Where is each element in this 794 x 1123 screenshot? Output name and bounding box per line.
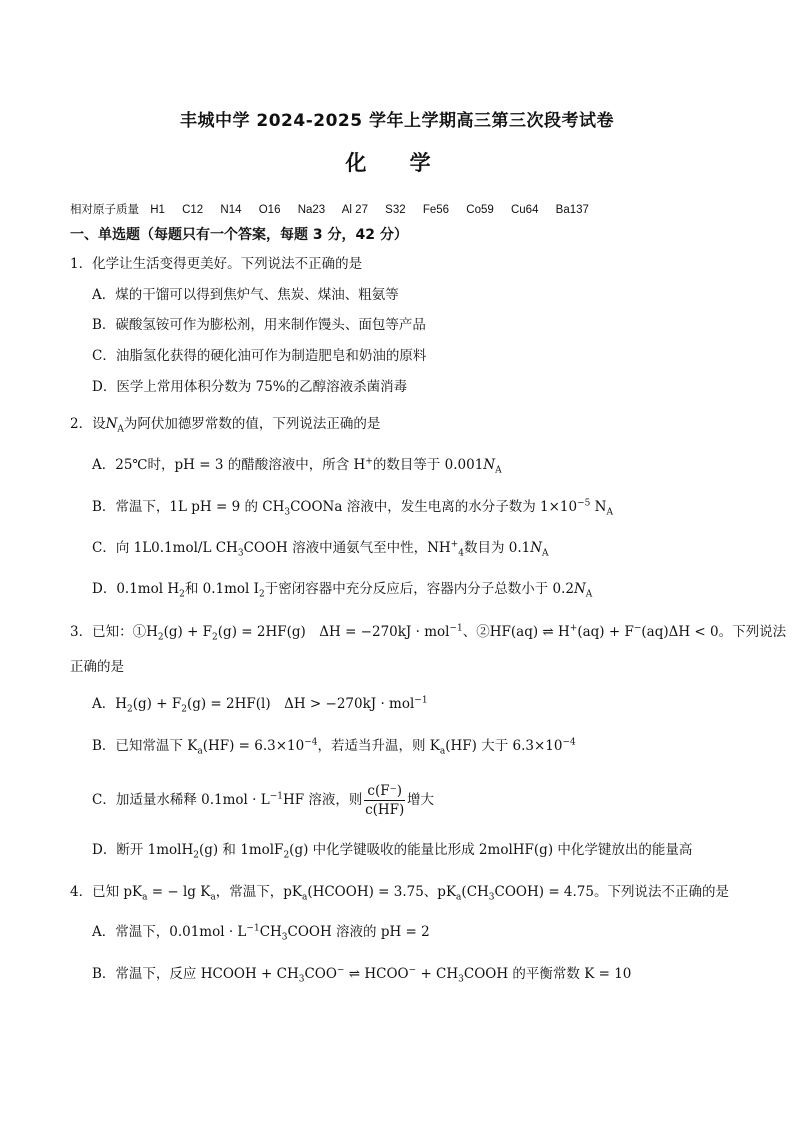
- q4-option-a: A．常温下，$0.01mol \cdot L^{-1}CH_3COOH$ 溶液的 pH = 2: [92, 923, 430, 943]
- q3-option-d: D．断开 1molH$_2$(g) 和 1molF$_2$(g) 中化学键吸收的能量比形成 2molHF(g) 中化学键放出的能量高: [92, 842, 693, 861]
- q4-stem: 4．已知 $pK_a$ = − $\lg K_a$，常温下，$pK_a(HCOOH) = 3.75$、$pK_a(CH_3COOH) = 4.75$。下列说法不正确的是: [70, 884, 729, 903]
- mass-item: Ba137: [555, 204, 589, 216]
- mass-item: N14: [220, 204, 242, 216]
- q3-stem: 3．已知：$①H_2(g) + F_2(g) = 2HF(g)$ ΔH = −270kJ · mol$^{-1}$、②HF(aq) ⇌ H+(aq) + F−(aq)ΔH < 0。下列说法: [70, 623, 787, 643]
- q1-option-c: C．油脂氢化获得的硬化油可作为制造肥皂和奶油的原料: [92, 348, 427, 364]
- mass-item: Na23: [297, 204, 326, 216]
- q3-option-a: A．$H_2(g) + F_2(g) = 2HF(l)$ ΔH > −270kJ · mol$^{-1}$: [92, 695, 428, 715]
- mass-item: O16: [258, 204, 281, 216]
- mass-item: Al 27: [341, 204, 368, 216]
- q2-option-a: A．25℃时，pH = 3 的醋酸溶液中，所含 H+的数目等于 $0.001N_A$: [92, 456, 502, 476]
- q1-option-d: D．医学上常用体积分数为 75%的乙醇溶液杀菌消毒: [92, 379, 408, 395]
- q4-option-b: B．常温下，反应 HCOOH + $CH_3COO^-$ ⇌ HCOO− + $CH_3COOH$ 的平衡常数 K = 10: [92, 965, 632, 985]
- concentration-ratio: $\frac{c(F^-)}{c(HF)}$: [365, 783, 405, 818]
- q3-option-c: C．加适量水稀释 $0.1mol \cdot L^{-1}HF$ 溶液，则 $\frac{c(F^-)}{c(HF)}$ 增大: [92, 783, 434, 818]
- mass-item: C12: [182, 204, 204, 216]
- mass-item: S32: [385, 204, 406, 216]
- q2-option-b: B．常温下，1L pH = 9 的 $CH_3COONa$ 溶液中，发生电离的水分子数为 $1\times 10^{-5}$ $N_A$: [92, 498, 613, 518]
- mass-item: Cu64: [510, 204, 539, 216]
- q2-option-c: C．向 1L0.1mol/L $CH_3COOH$ 溶液中通氨气至中性，$NH^+_4$数目为 $0.1N_A$: [92, 539, 549, 559]
- q1-option-b: B．碳酸氢铵可作为膨松剂，用来制作馒头、面包等产品: [92, 317, 426, 333]
- q2-option-d: D．0.1mol $H_2$和 0.1mol $I_2$于密闭容器中充分反应后，容器内分子总数小于 $0.2N_A$: [92, 581, 593, 600]
- q1-stem: 1．化学让生活变得更美好。下列说法不正确的是: [70, 256, 363, 272]
- atomic-masses-label: 相对原子质量: [70, 204, 139, 216]
- section-heading: 一、单选题（每题只有一个答案，每题 3 分，42 分）: [70, 227, 408, 243]
- q1-option-a: A．煤的干馏可以得到焦炉气、焦炭、煤油、粗氨等: [92, 287, 399, 303]
- subject-title: 化 学: [345, 151, 449, 175]
- exam-title: 丰城中学 2024-2025 学年上学期高三第三次段考试卷: [179, 111, 615, 131]
- q3-stem-continued: 正确的是: [70, 659, 124, 675]
- mass-item: Fe56: [422, 204, 450, 216]
- mass-item: Co59: [466, 204, 494, 216]
- q3-option-b: B．已知常温下 $K_a(HF) = 6.3\times 10^{-4}$，若适当升温，则 $K_a(HF)$ 大于 $6.3\times 10^{-4}$: [92, 737, 576, 757]
- q2-stem: 2．设$N_A$为阿伏加德罗常数的值，下列说法正确的是: [70, 416, 381, 435]
- mass-item: H1: [150, 204, 165, 216]
- atomic-masses: [70, 201, 603, 217]
